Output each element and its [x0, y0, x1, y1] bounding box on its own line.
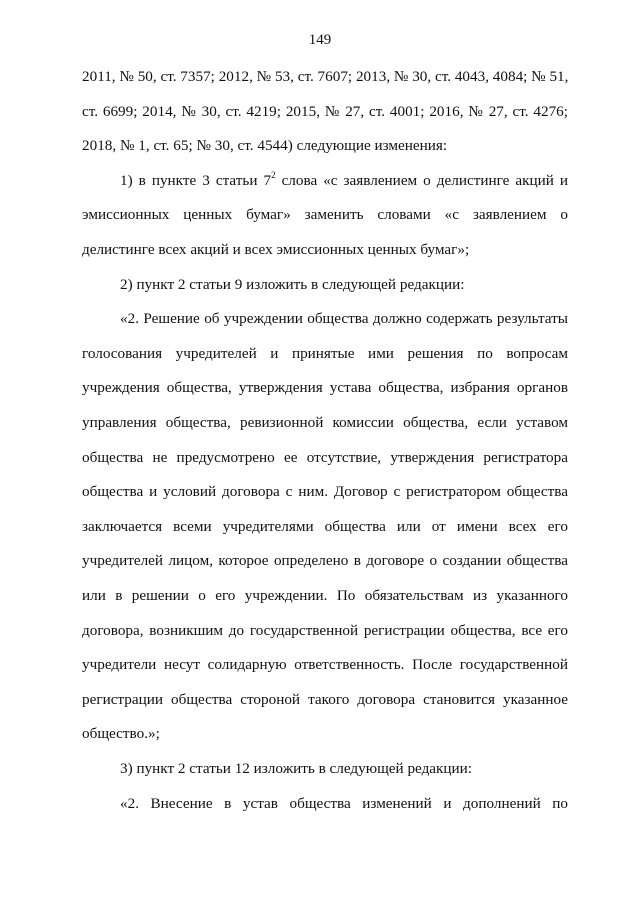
text-line: голосования учредителей и принятые ими решения по вопросам: [82, 344, 568, 362]
text-segment: 1) в пункте 3 статьи 7: [120, 171, 272, 189]
text-line: регистрации общества стороной такого договора становится указанное: [82, 690, 568, 708]
text-line: или в решении о его учреждении. По обязательствам из указанного: [82, 587, 568, 604]
text-line: учреждения общества, утверждения устава общества, избрания органов: [82, 379, 568, 397]
superscript: 2: [271, 169, 276, 180]
text-line: 2018, № 1, ст. 65; № 30, ст. 4544) следующие изменения:: [82, 137, 448, 155]
text-line: «2. Решение об учреждении общества должно содержать результаты: [120, 310, 568, 328]
page-number: 149: [308, 32, 332, 48]
text-line: общества не предусмотрено ее отсутствие, утверждения регистратора: [82, 448, 568, 466]
text-line: управления общества, ревизионной комиссии общества, если уставом: [82, 414, 568, 431]
text-line: общества и условий договора с ним. Договор с регистратором общества: [82, 483, 568, 501]
text-line: 2011, № 50, ст. 7357; 2012, № 53, ст. 7607; 2013, № 30, ст. 4043, 4084; № 51,: [82, 68, 569, 85]
text-line: 2) пункт 2 статьи 9 изложить в следующей редакции:: [120, 275, 465, 293]
text-line: учредителей лицом, которое определено в договоре о создании общества: [82, 552, 568, 570]
text-line: делистинге всех акций и всех эмиссионных ценных бумаг»;: [82, 241, 470, 258]
text-line: учредители несут солидарную ответственность. После государственной: [82, 656, 568, 674]
text-line: «2. Внесение в устав общества изменений и дополнений по: [120, 794, 568, 812]
text-line: [120, 171, 568, 191]
text-segment: слова «с заявлением о делистинге акций и: [275, 171, 568, 189]
text-line: 3) пункт 2 статьи 12 изложить в следующей редакции:: [120, 760, 473, 777]
text-line: договора, возникшим до государственной регистрации общества, все его: [82, 621, 568, 639]
text-line: ст. 6699; 2014, № 30, ст. 4219; 2015, № 27, ст. 4001; 2016, № 27, ст. 4276;: [82, 102, 568, 120]
text-line: эмиссионных ценных бумаг» заменить словами «с заявлением о: [82, 206, 568, 224]
text-line: общество.»;: [82, 725, 160, 743]
text-line: заключается всеми учредителями общества или от имени всех его: [82, 517, 568, 535]
